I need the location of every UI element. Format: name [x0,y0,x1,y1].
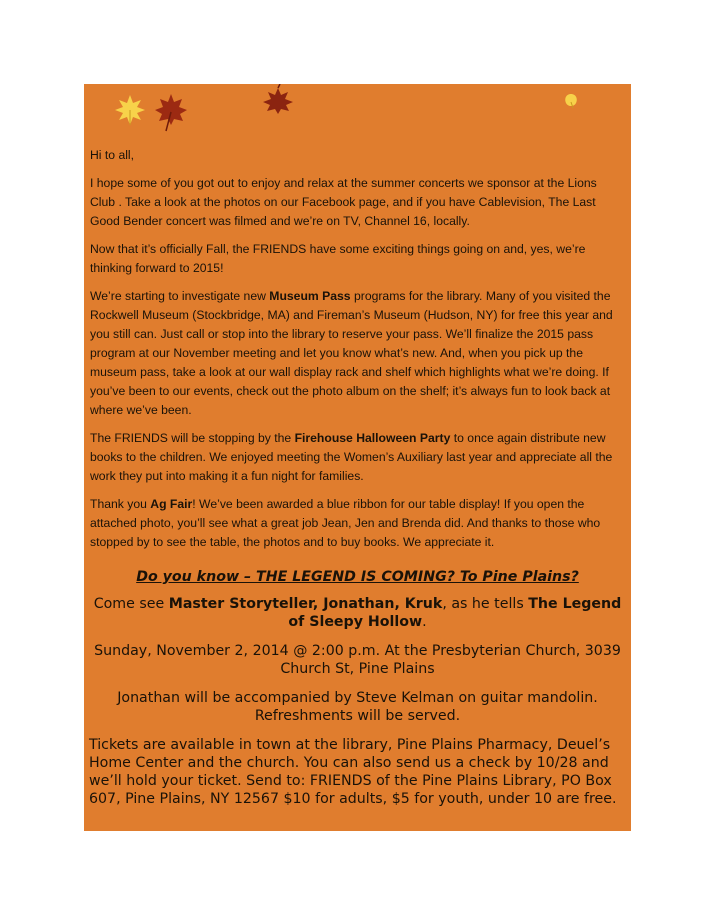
maple-leaf-yellow-icon [114,94,146,126]
greeting: Hi to all, [90,148,135,162]
paragraph-halloween: The FRIENDS will be stopping by the Firehouse Halloween Party to once again distribute new books to the children. We enjoyed meeting the Women’s Auxiliary last year and appreciate all the work they put into making it a fun night for families. [90,431,613,483]
event-announcement [89,567,626,808]
paragraph-concerts: I hope some of you got out to enjoy and relax at the summer concerts we sponsor at the Lions Club . Take a look at the photos on our Facebook page, and if you have Cablevision, The Last Good Bender concert was filmed and we’re on TV, Channel 16, locally. [90,176,597,228]
round-leaf-yellow-icon [562,92,580,110]
event-tickets: Tickets are available in town at the library, Pine Plains Pharmacy, Deuel’s Home Center and the church. You can also send us a check by 10/28 and we’ll hold your ticket. Send to: FRIENDS of the Pine Plains Library, PO Box 607, Pine Plains, NY 12567 $10 for adults, $5 for youth, under 10 are free. [89,737,617,807]
event-headline: Do you know – THE LEGEND IS COMING? To Pine Plains? [136,569,579,585]
maple-leaf-red-icon [262,84,294,116]
paragraph-fall: Now that it’s officially Fall, the FRIENDS have some exciting things going on and, yes, we’re thinking forward to 2015! [90,242,586,275]
paragraph-museum-pass: We’re starting to investigate new Museum Pass programs for the library. Many of you visited the Rockwell Museum (Stockbridge, MA) and Fireman’s Museum (Hudson, NY) for free this year and you still can. Just call or stop into the library to reserve your pass. We’ll finalize the 2015 pass program at our November meeting and let you know what’s new. And, when you pick up the museum pass, take a look at our wall display rack and shelf which highlights what we’re doing. If you’ve been to our events, check out the photo album on the shelf; it’s always fun to look back at where we’ve been. [90,289,613,417]
event-when-where: Sunday, November 2, 2014 @ 2:00 p.m. At the Presbyterian Church, 3039 Church St, Pine Plains [94,643,621,677]
event-intro: Come see Master Storyteller, Jonathan, Kruk, as he tells The Legend of Sleepy Hollow. [93,596,622,630]
letter-body [90,146,623,561]
event-music: Jonathan will be accompanied by Steve Kelman on guitar mandolin. Refreshments will be served. [117,690,598,724]
flyer-panel [84,84,631,831]
paragraph-ag-fair: Thank you Ag Fair! We’ve been awarded a blue ribbon for our table display! If you open the attached photo, you’ll see what a great job Jean, Jen and Brenda did. And thanks to those who stopped by to see the table, the photos and to buy books. We appreciate it. [90,497,601,549]
maple-leaf-red-icon [154,92,188,132]
